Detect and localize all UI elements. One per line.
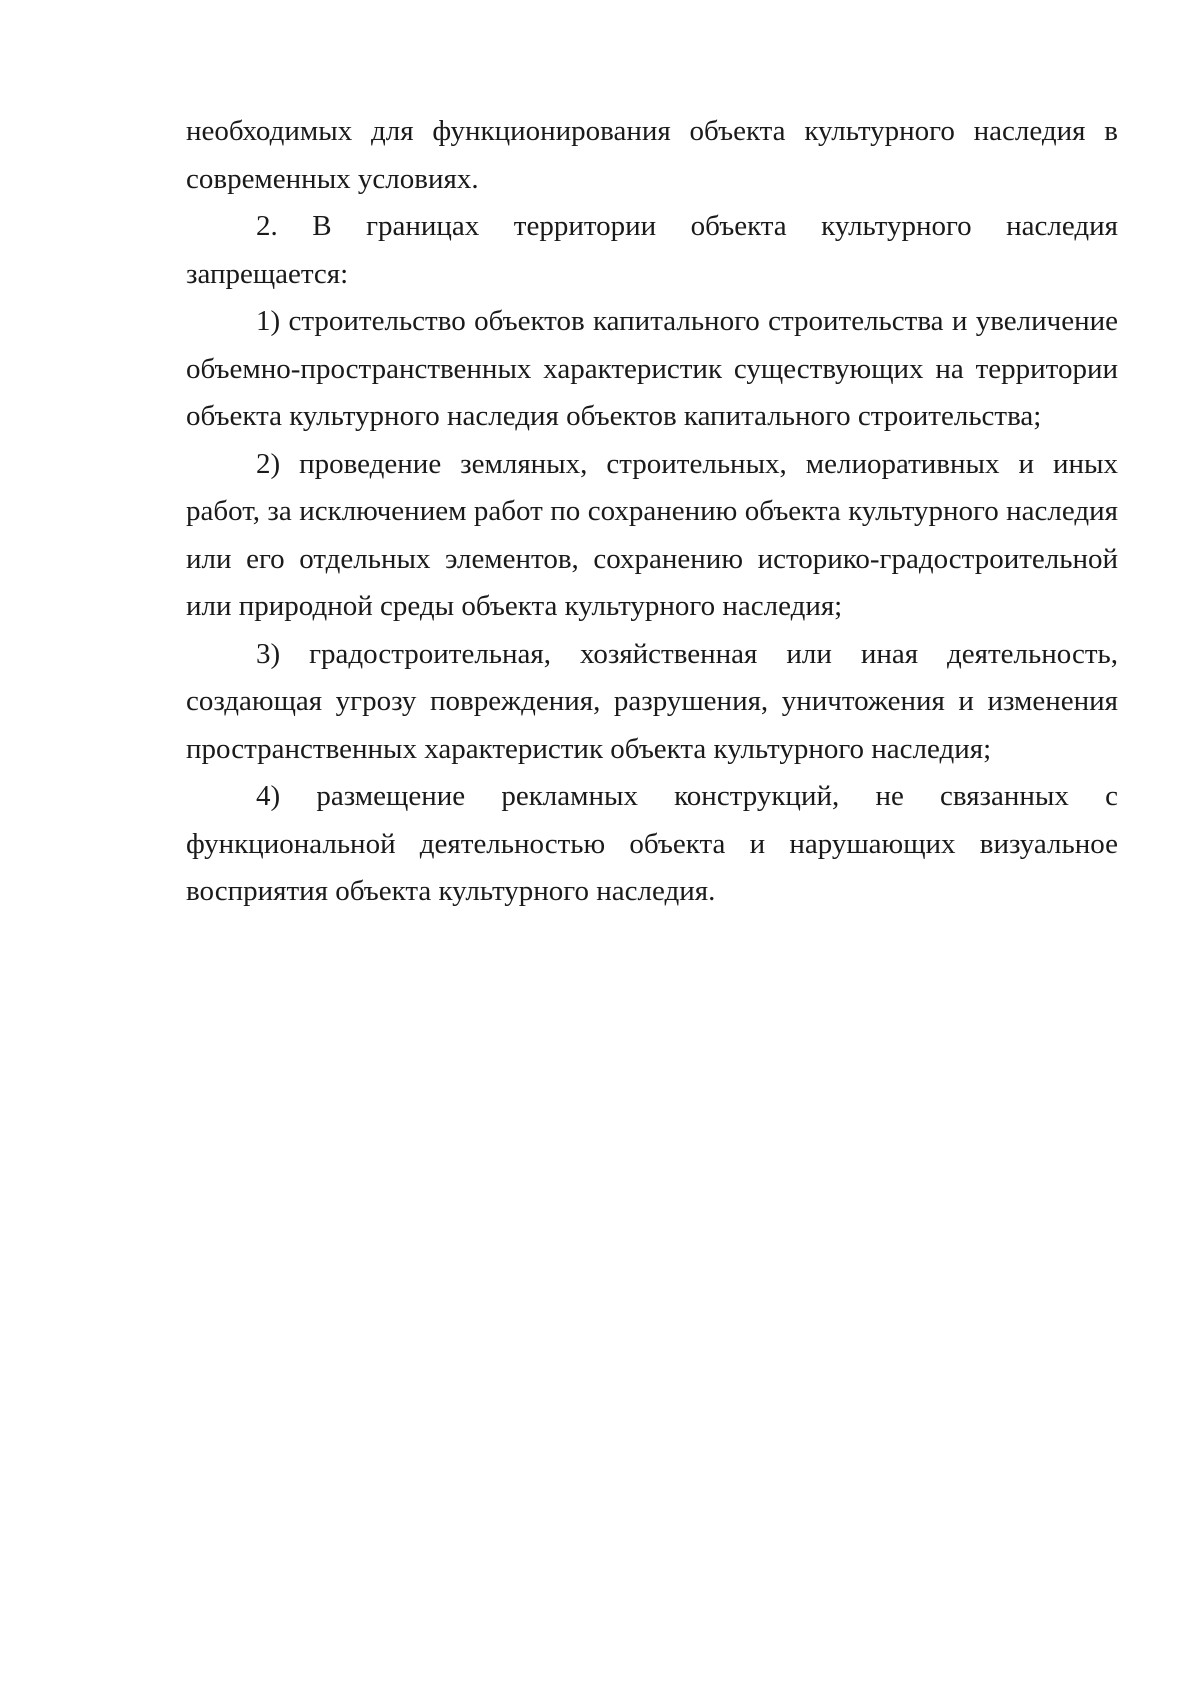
paragraph-clause-2: 2. В границах территории объекта культурного наследия запрещается: <box>186 210 1118 290</box>
paragraph-continuation: необходимых для функционирования объекта культурного наследия в современных условиях. <box>186 115 1118 195</box>
paragraph-item-1: 1) строительство объектов капитального строительства и увеличение объемно-пространственных характеристик существующих на территории объекта культурного наследия объектов капитального строительства; <box>186 305 1118 432</box>
paragraph-item-4: 4) размещение рекламных конструкций, не связанных с функциональной деятельностью объекта и нарушающих визуальное восприятия объекта культурного наследия. <box>186 780 1118 907</box>
paragraph-item-3: 3) градостроительная, хозяйственная или иная деятельность, создающая угрозу повреждения, разрушения, уничтожения и изменения пространственных характеристик объекта культурного наследия; <box>186 637 1118 765</box>
paragraph-item-2: 2) проведение земляных, строительных, мелиоративных и иных работ, за исключением работ по сохранению объекта культурного наследия или его отдельных элементов, сохранению историко-градостроительной или природной среды объекта культурного наследия; <box>186 447 1118 622</box>
document-body <box>186 108 1118 916</box>
